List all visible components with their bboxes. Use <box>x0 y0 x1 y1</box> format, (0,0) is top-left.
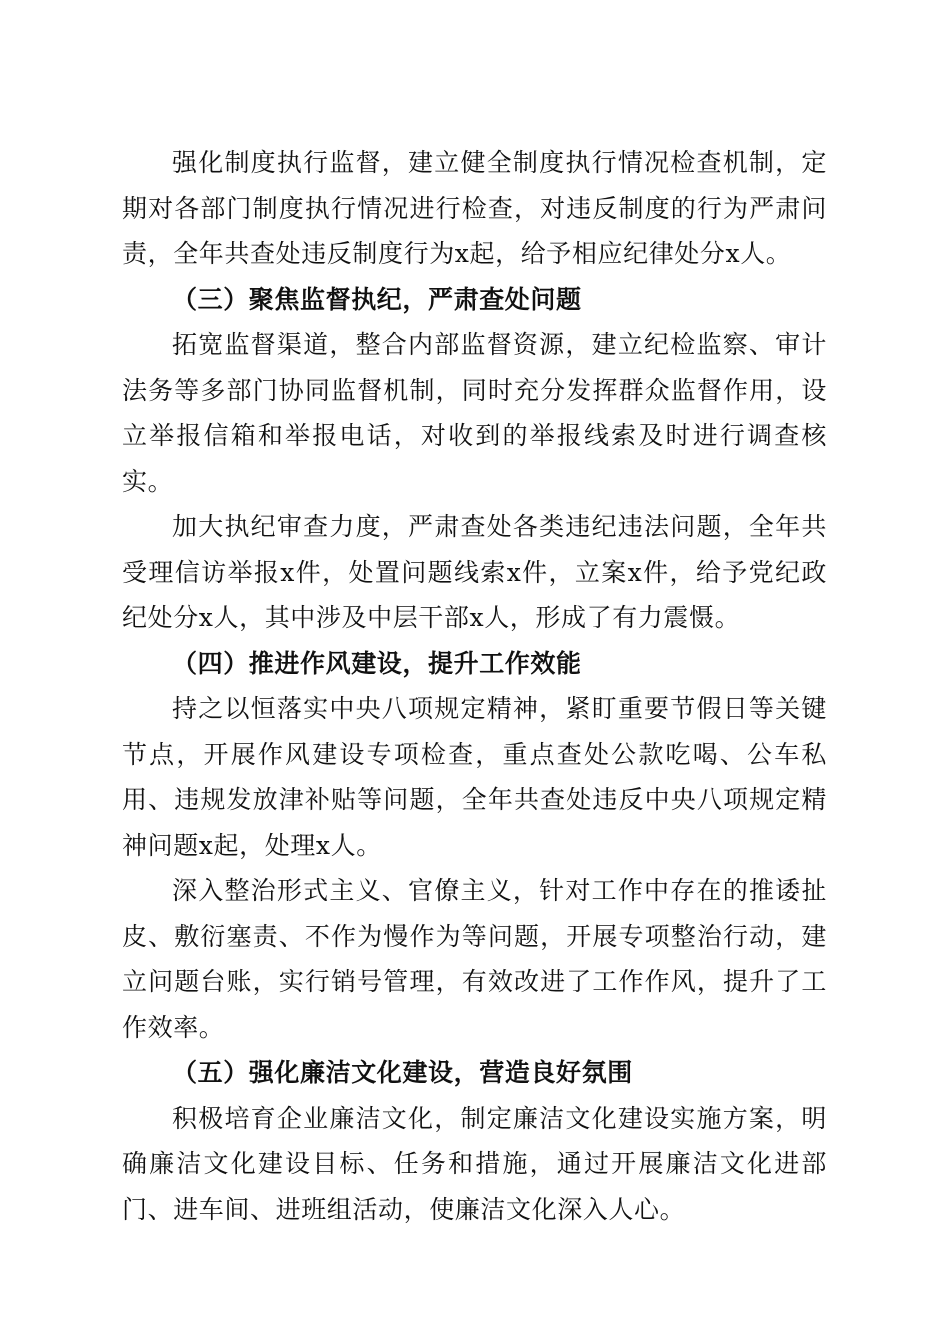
paragraph-eight-regulations: 持之以恒落实中央八项规定精神，紧盯重要节假日等关键节点，开展作风建设专项检查，重点查处公款吃喝、公车私用、违规发放津补贴等问题，全年共查处违反中央八项规定精神问题x起，处理x人。 <box>122 694 827 860</box>
section-heading-5: （五）强化廉洁文化建设，营造良好氛围 <box>172 1058 633 1087</box>
document-body <box>122 140 827 1232</box>
paragraph-disciplinary-review: 加大执纪审查力度，严肃查处各类违纪违法问题，全年共受理信访举报x件，处置问题线索x件，立案x件，给予党纪政纪处分x人，其中涉及中层干部x人，形成了有力震慑。 <box>122 512 827 632</box>
paragraph-integrity-culture: 积极培育企业廉洁文化，制定廉洁文化建设实施方案，明确廉洁文化建设目标、任务和措施，通过开展廉洁文化进部门、进车间、进班组活动，使廉洁文化深入人心。 <box>122 1103 827 1224</box>
paragraph-supervision-channels: 拓宽监督渠道，整合内部监督资源，建立纪检监察、审计法务等多部门协同监督机制，同时充分发挥群众监督作用，设立举报信箱和举报电话，对收到的举报线索及时进行调查核实。 <box>122 330 827 496</box>
section-heading-3: （三）聚焦监督执纪，严肃查处问题 <box>172 284 582 314</box>
paragraph-institution-supervision: 强化制度执行监督，建立健全制度执行情况检查机制，定期对各部门制度执行情况进行检查，对违反制度的行为严肃问责，全年共查处违反制度行为x起，给予相应纪律处分x人。 <box>122 148 827 268</box>
section-heading-4: （四）推进作风建设，提升工作效能 <box>172 648 582 678</box>
paragraph-formalism-rectification: 深入整治形式主义、官僚主义，针对工作中存在的推诿扯皮、敷衍塞责、不作为慢作为等问题，开展专项整治行动，建立问题台账，实行销号管理，有效改进了工作作风，提升了工作效率。 <box>122 876 827 1042</box>
